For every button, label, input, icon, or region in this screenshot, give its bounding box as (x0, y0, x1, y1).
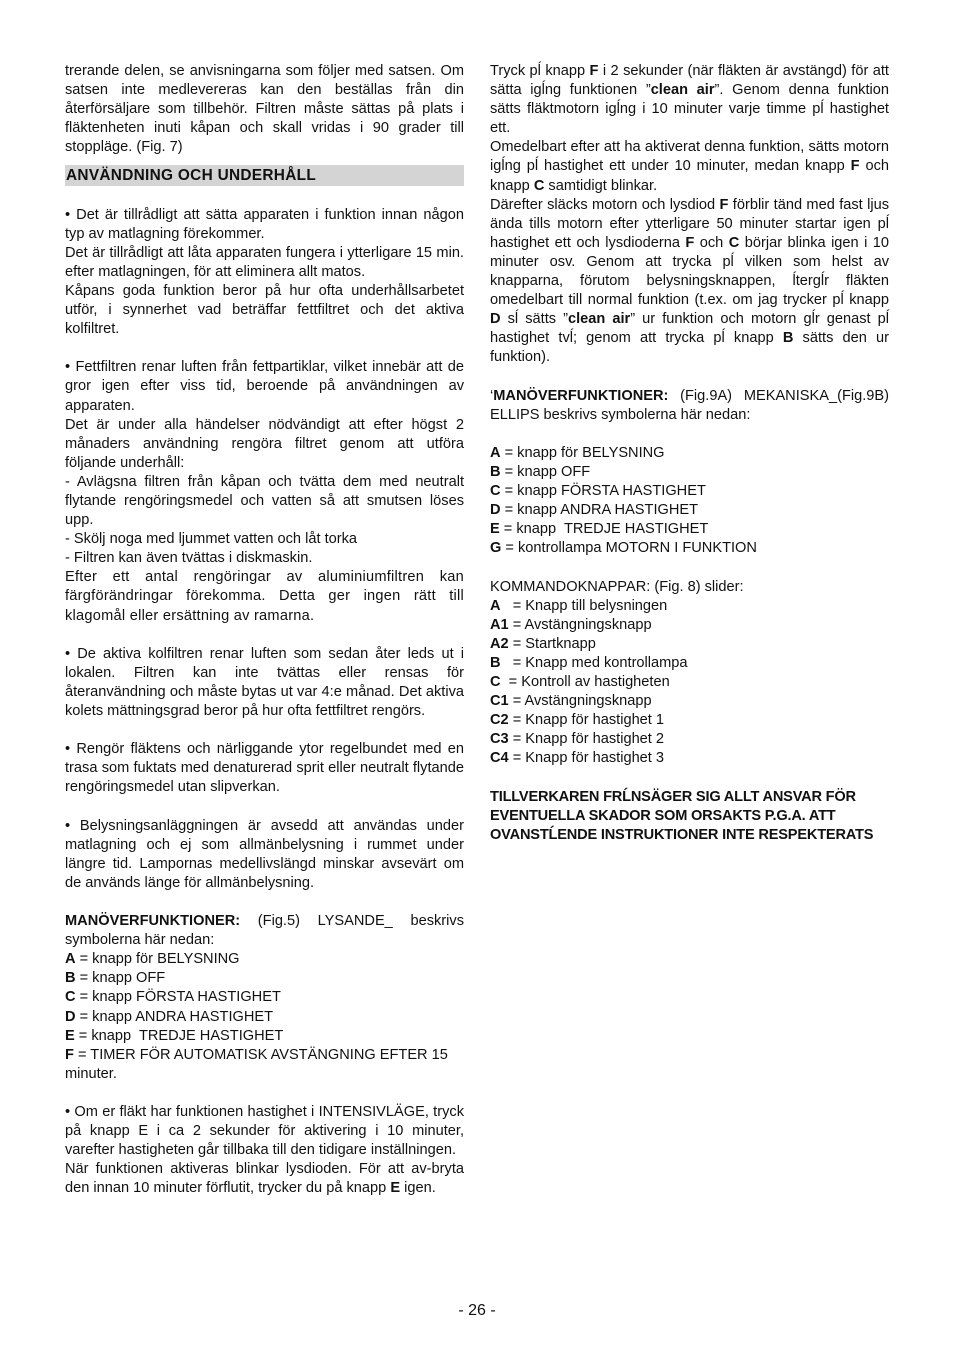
key-item (490, 501, 889, 520)
emphasis-text: B (782, 330, 794, 347)
emphasis-text: clean air (567, 311, 631, 328)
key-description: = Avstängningsknapp (508, 616, 652, 633)
key-letter: C (65, 989, 76, 1006)
emphasis-text: D (490, 311, 501, 328)
key-list (65, 950, 464, 1084)
paragraph-text: och (694, 234, 729, 251)
paragraph: • Rengör fläktens och närliggande ytor regelbundet med en trasa som fuktats med denaturerad sprit eller neutralt flytande rengöringsmedel utan slipverkan. (65, 741, 464, 796)
emphasis-text: F (850, 158, 860, 175)
paragraph-text: ”. Genom denna funktion sätts fläktmotorn igĺng i 10 minuter varje timme pĺ hastighet ett. (490, 82, 889, 137)
key-description: = knapp för BELYSNING (500, 444, 665, 461)
left-column (65, 62, 464, 1198)
paragraph-text: sätts den ur funktion). (490, 330, 889, 366)
key-description: = Knapp för hastighet 3 (508, 750, 665, 767)
emphasis-text: C (728, 234, 740, 251)
paragraph-text: och knapp (490, 158, 889, 194)
key-description: = knapp ANDRA HASTIGHET (75, 1008, 274, 1025)
key-item (490, 616, 889, 635)
page-number: - 26 - (458, 1302, 496, 1319)
key-description: = knapp OFF (75, 970, 166, 987)
key-description: = TIMER FÖR AUTOMATISK AVSTÄNGNING EFTER 15 minuter. (65, 1046, 452, 1082)
paragraph-text: När funktionen aktiveras blinkar lysdioden. För att av-bryta den innan 10 minuter förflutit, trycker du på knapp (65, 1161, 464, 1197)
key-letter: D (490, 502, 501, 519)
functions-label: MANÖVERFUNKTIONER: (65, 913, 241, 930)
paragraph-text: igen. (400, 1180, 436, 1197)
paragraph: - Avlägsna filtren från kåpan och tvätta dem med neutralt flytande rengöringsmedel och vatten så att smutsen löses upp. (65, 473, 464, 529)
key-item (65, 969, 464, 988)
key-item (65, 1046, 464, 1084)
key-letter: A (65, 951, 76, 968)
key-description: = knapp för BELYSNING (75, 951, 240, 968)
functions-intro (65, 912, 464, 950)
key-description: = Kontroll av hastigheten (500, 674, 670, 690)
paragraph: • Det är tillrådligt att sätta apparaten i funktion innan någon typ av matlagning förekommer. (65, 206, 464, 242)
disclaimer (490, 788, 889, 845)
command-key-list (490, 597, 889, 769)
section-heading: ANVÄNDNING OCH UNDERHÅLL (65, 165, 464, 186)
key-item (490, 749, 889, 768)
key-list (490, 444, 889, 559)
paragraph: • Om er fläkt har funktionen hastighet i INTENSIVLÄGE, tryck på knapp E i ca 2 sekunder för aktivering i 10 minuter, varefter hastigheten går tillbaka till den tidigare inställningen. (65, 1103, 464, 1159)
paragraph: - Filtren kan även tvättas i diskmaskin. (65, 550, 313, 567)
key-item (490, 692, 889, 711)
right-column (490, 62, 889, 845)
paragraph-text: Tryck pĺ knapp (490, 63, 590, 79)
key-description: = knapp ANDRA HASTIGHET (500, 502, 699, 519)
key-letter: C2 (490, 712, 509, 729)
key-item (490, 482, 889, 501)
key-letter: C4 (490, 750, 509, 767)
paragraph: Kåpans goda funktion beror på hur ofta underhållsarbetet utför, i synnerhet vad beträffar fettfiltret och det aktiva kolfiltret. (65, 282, 464, 338)
key-letter: A1 (490, 616, 509, 633)
paragraph-text: förblir tänd med fast ljus ända tills motorn efter ytterligare 50 minuter startar igen pĺ hastighet ett och lysdioderna (490, 196, 889, 251)
paragraph: Det är tillrådligt att låta apparaten fungera i ytterligare 15 min. efter matlagningen, för att eliminera allt matos. (65, 244, 464, 280)
command-buttons-title: KOMMANDOKNAPPAR: (Fig. 8) slider: (490, 578, 744, 595)
key-item (490, 463, 889, 482)
paragraph: - Skölj noga med ljummet vatten och låt torka (65, 531, 358, 548)
disclaimer-line: EVENTUELLA SKADOR SOM ORSAKTS P.G.A. ATT (490, 807, 836, 824)
key-letter: A2 (490, 635, 509, 652)
key-letter: A (490, 444, 501, 461)
paragraph-text: Därefter släcks motorn och lysdiod (490, 196, 720, 213)
key-description: = Knapp för hastighet 2 (508, 731, 665, 748)
key-letter: E (65, 1027, 75, 1044)
key-letter: C (490, 483, 501, 500)
functions-text: (Fig.5) LYSANDE_ beskrivs symbolerna här nedan: (65, 913, 464, 949)
key-item (65, 988, 464, 1007)
key-item (65, 950, 464, 969)
paragraph-text: i 2 sekunder (när fläkten är avstängd) för att sätta igĺng funktionen ” (490, 63, 889, 99)
key-letter: B (490, 654, 501, 671)
paragraph: • Belysningsanläggningen är avsedd att användas under matlagning och ej som allmänbelysning i rummet under längre tid. Lampornas medellivslängd minskar avsevärt om de används länge för allmänbelysning. (65, 817, 464, 891)
paragraph-text: börjar blinka igen i 10 minuter osv. Genom att trycka pĺ vilken som helst av knapparna, förutom belysningsknappen, ĺtergĺr fläkten omedelbart till normal funktion (t.ex. om jag trycker pĺ knapp (490, 234, 890, 309)
functions-text: (Fig.9A) MEKANISKA_(Fig.9B) ELLIPS beskrivs symbolerna här nedan: (490, 387, 889, 423)
key-description: = Startknapp (508, 635, 596, 652)
key-letter: D (65, 1008, 76, 1025)
paragraph: Det är under alla händelser nödvändigt att efter högst 2 månaders användning rengöra filtret genom att utföra följande underhåll: (65, 416, 464, 471)
key-description: = Knapp till belysningen (500, 597, 668, 614)
key-description: = knapp FÖRSTA HASTIGHET (500, 483, 706, 500)
key-item (490, 673, 889, 692)
functions-label: MANÖVERFUNKTIONER: (493, 387, 669, 404)
functions-prefix: ‘ (490, 387, 494, 404)
key-item (490, 635, 889, 654)
paragraph (65, 1160, 464, 1198)
key-description: = kontrollampa MOTORN I FUNKTION (501, 540, 757, 557)
key-letter: C1 (490, 693, 509, 710)
key-letter: A (490, 597, 501, 614)
emphasis-text: F (589, 63, 599, 79)
key-description: = knapp TREDJE HASTIGHET (499, 521, 709, 538)
key-description: = Avstängningsknapp (508, 693, 652, 710)
key-item (65, 1008, 464, 1027)
key-item (490, 654, 889, 673)
paragraph: • De aktiva kolfiltren renar luften som sedan åter leds ut i lokalen. Filtren kan inte tvättas eller rensas för återanvändning och måste bytas ut var 4:e månad. Det aktiva kolets mättningsgrad beror på hur ofta fettfiltret rengörs. (65, 645, 464, 719)
key-letter: C (490, 674, 501, 690)
key-letter: B (490, 463, 501, 480)
key-item (490, 520, 889, 539)
key-item (490, 730, 889, 749)
disclaimer-line: TILLVERKAREN FRĹNSÄGER SIG ALLT ANSVAR FÖR (490, 788, 856, 805)
paragraph (490, 196, 889, 368)
paragraph-text: Omedelbart efter att ha aktiverat denna funktion, sätts motorn igĺng pĺ hastighet ett under 10 minuter, medan knapp (490, 139, 889, 175)
key-description: = knapp TREDJE HASTIGHET (74, 1027, 284, 1044)
key-letter: E (390, 1180, 401, 1197)
key-letter: E (490, 521, 500, 538)
disclaimer-line: OVANSTĹENDE INSTRUKTIONER INTE RESPEKTERATS (490, 826, 874, 843)
paragraph: • Fettfiltren renar luften från fettpartiklar, vilket innebär att de gror igen efter viss tid, beroende på användningen av apparaten. (65, 359, 464, 414)
paragraph (490, 138, 889, 195)
paragraph-text: sĺ sätts ” (500, 311, 568, 328)
key-item (490, 539, 889, 558)
intro-paragraph: trerande delen, se anvisningarna som följer med satsen. Om satsen inte medlevereras kan den beställas från din återförsäljare som tillbehör. Filtren måste sättas på plats i fläktenheten inuti kåpan och skall vridas i 90 grader till stoppläge. (Fig. 7) (65, 63, 464, 156)
functions-intro (490, 387, 889, 425)
key-letter: F (65, 1046, 74, 1063)
key-letter: G (490, 540, 502, 557)
key-description: = knapp OFF (500, 463, 591, 480)
key-letter: C3 (490, 731, 509, 748)
paragraph: Efter ett antal rengöringar av aluminiumfiltren kan färgförändringar förekomma. Detta ger ingen rätt till klagomål eller ersättning av ramarna. (65, 569, 464, 624)
paragraph-text: ” ur funktion och motorn gĺr genast pĺ hastighet tvĺ; genom att trycka pĺ knapp (490, 311, 889, 347)
key-description: = knapp FÖRSTA HASTIGHET (75, 989, 281, 1006)
paragraph-text: samtidigt blinkar. (544, 177, 658, 194)
key-item (490, 597, 889, 616)
paragraph (490, 62, 889, 138)
key-item (490, 711, 889, 730)
emphasis-text: clean air (650, 82, 715, 99)
emphasis-text: F (719, 196, 729, 213)
key-letter: B (65, 970, 76, 987)
key-description: = Knapp för hastighet 1 (508, 712, 665, 729)
key-description: = Knapp med kontrollampa (500, 654, 688, 671)
emphasis-text: F (685, 234, 695, 251)
key-item (65, 1027, 464, 1046)
emphasis-text: C (533, 177, 545, 194)
key-item (490, 444, 889, 463)
